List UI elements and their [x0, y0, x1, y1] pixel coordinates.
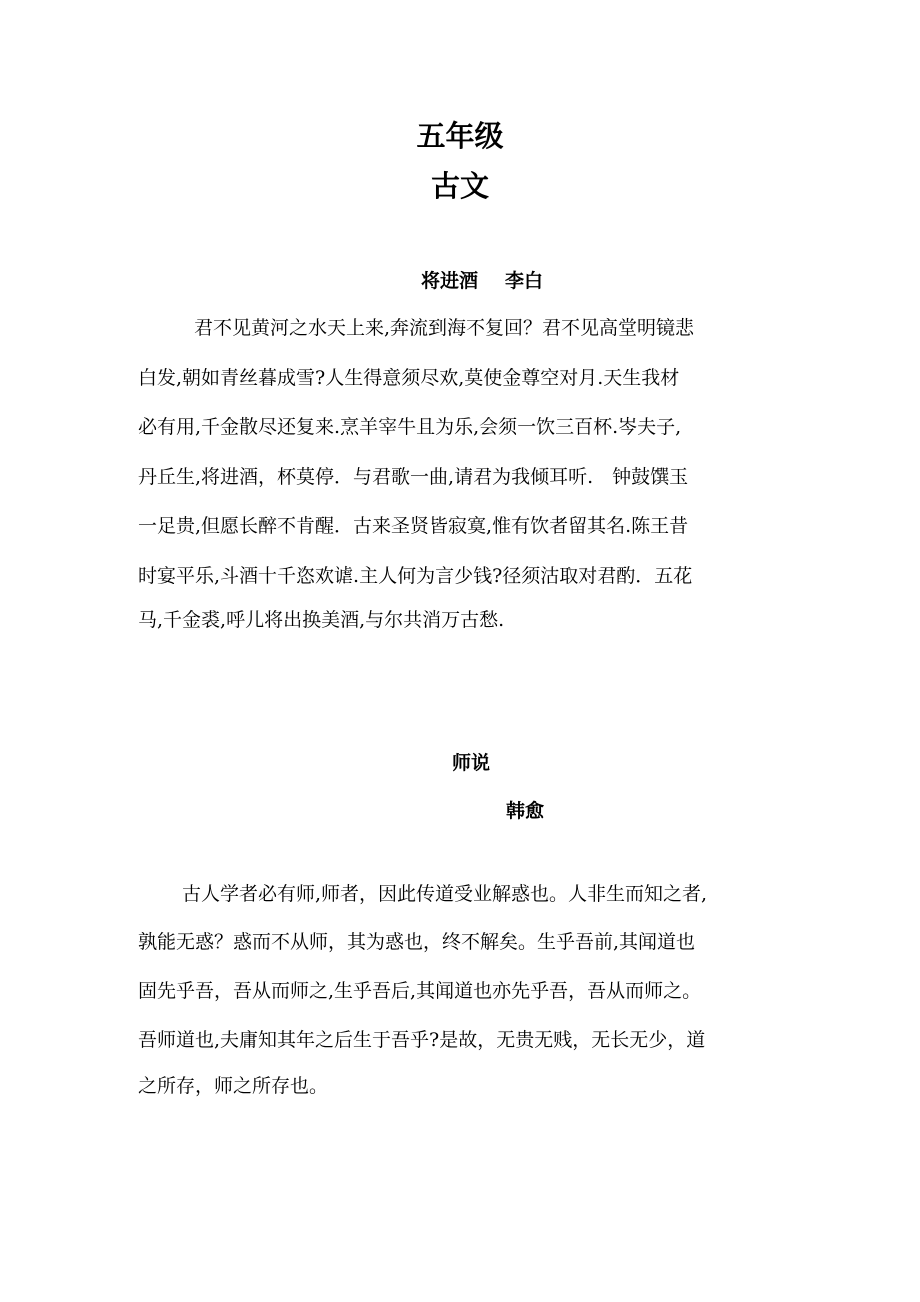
poem-line: 一足贵,但愿长醉不肯醒．古来圣贤皆寂寞,惟有饮者留其名.陈王昔: [138, 515, 689, 537]
essay-line: 吾师道也,夫庸知其年之后生于吾乎?是故，无贵无贱，无长无少，道: [138, 1029, 706, 1051]
poem-title: 将进酒: [421, 270, 479, 292]
poem-author: 李白: [505, 270, 544, 292]
poem-line: 君不见黄河之水天上来,奔流到海不复回？君不见高堂明镜悲: [194, 317, 695, 339]
essay-line: 孰能无惑？惑而不从师，其为惑也，终不解矣。生乎吾前,其闻道也: [138, 931, 696, 953]
essay-line: 固先乎吾，吾从而师之,生乎吾后,其闻道也亦先乎吾，吾从而师之。: [138, 980, 702, 1002]
poem-line: 必有用,千金散尽还复来.烹羊宰牛且为乐,会须一饮三百杯.岑夫子,: [138, 416, 682, 438]
essay-line: 之所存，师之所存也。: [138, 1075, 329, 1097]
essay-line: 古人学者必有师,师者，因此传道受业解惑也。人非生而知之者,: [182, 883, 708, 905]
poem-line: 时宴平乐,斗酒十千恣欢谑.主人何为言少钱?径须沽取对君酌．五花: [138, 565, 693, 587]
essay-author: 韩愈: [506, 800, 545, 822]
poem-line: 丹丘生,将进酒，杯莫停．与君歌一曲,请君为我倾耳听. 钟鼓馔玉: [138, 466, 689, 488]
poem-line: 白发,朝如青丝暮成雪?人生得意须尽欢,莫使金尊空对月.天生我材: [138, 367, 680, 389]
essay-title: 师说: [452, 752, 491, 774]
page-title-subject: 古文: [430, 169, 489, 203]
page-title-grade: 五年级: [416, 119, 504, 153]
poem-line: 马,千金裘,呼儿将出换美酒,与尔共消万古愁.: [138, 609, 505, 631]
